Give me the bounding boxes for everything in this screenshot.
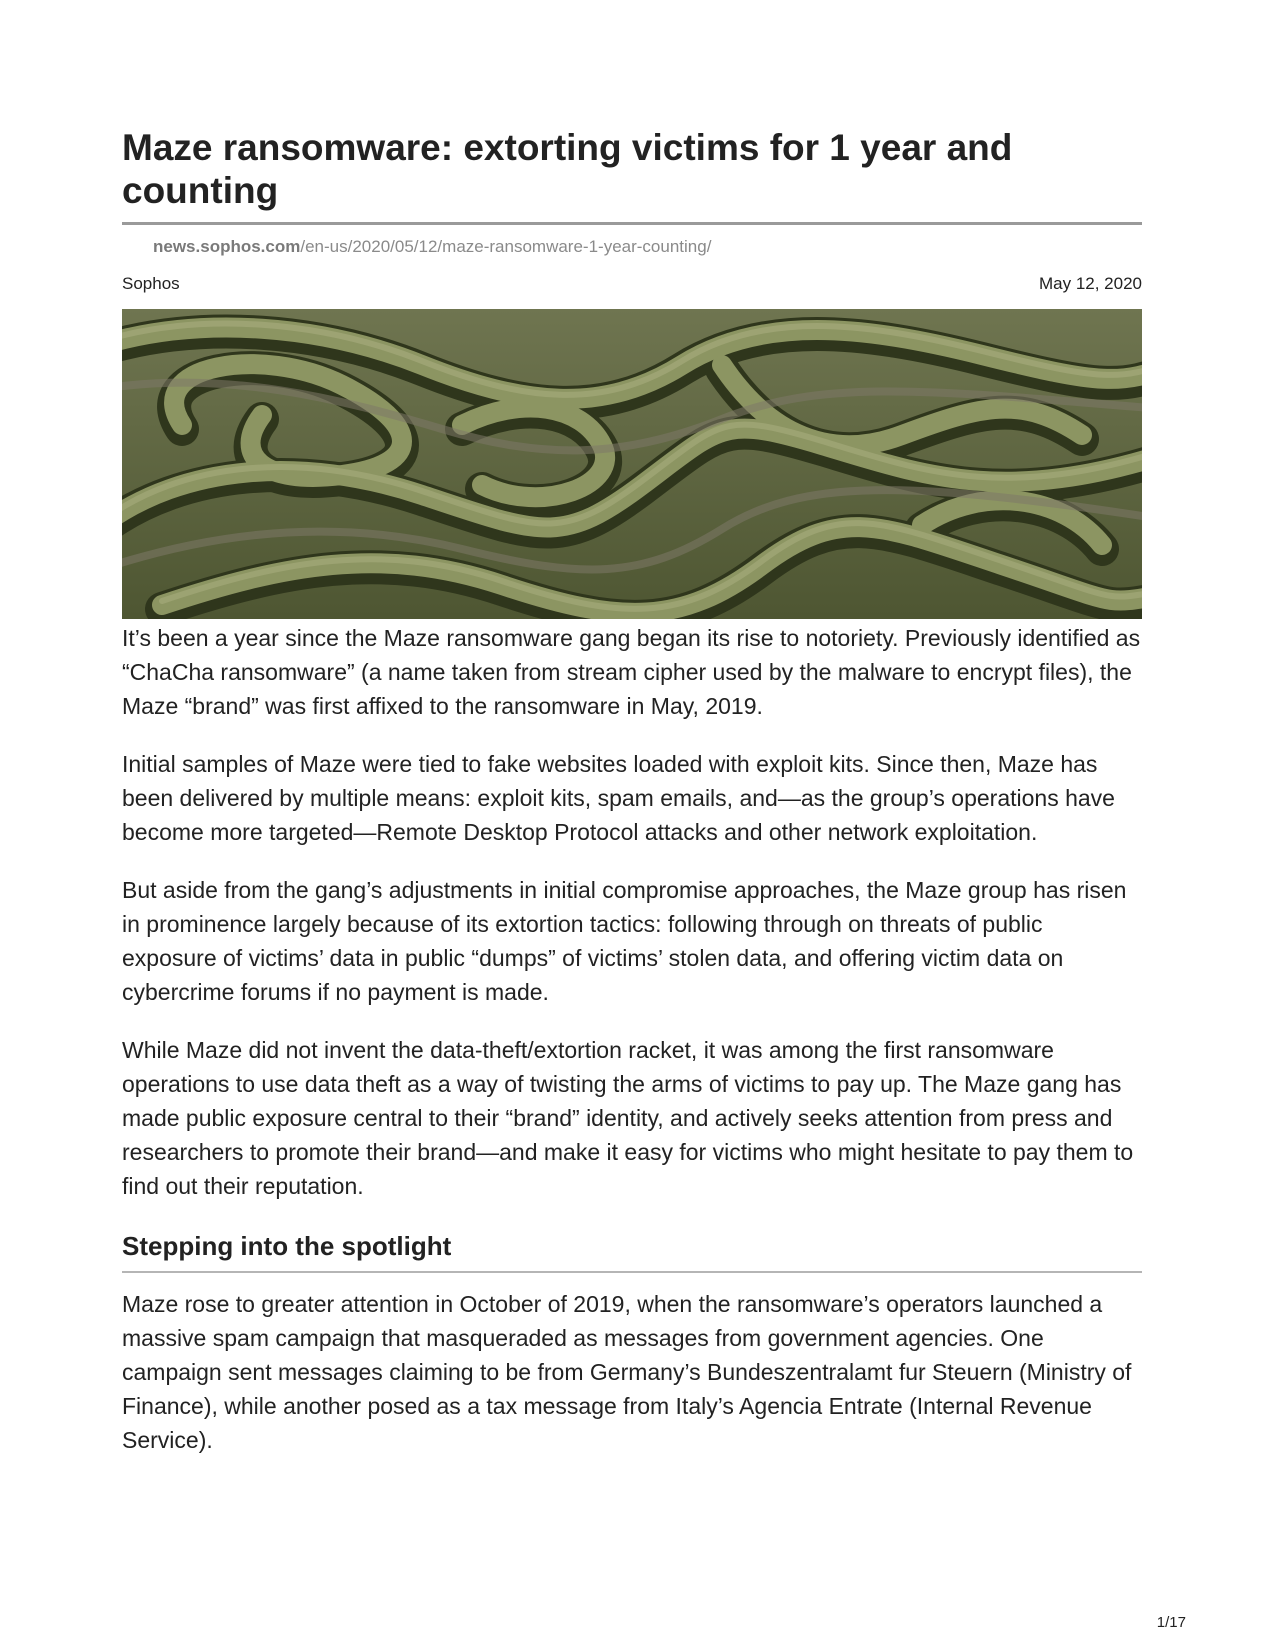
paragraph: Maze rose to greater attention in October of 2019, when the ransomware’s operators launched a massive spam campaign that masqueraded as messages from government agencies. One campaign sent messages claiming to be from Germany’s Bundeszentralamt fur Steuern (Ministry of Finance), while another posed as a tax message from Italy’s Agencia Entrate (Internal Revenue Service). (122, 1291, 1132, 1453)
section-heading: Stepping into the spotlight (122, 1229, 1142, 1273)
author: Sophos (122, 274, 180, 293)
page-number: 1/17 (1156, 1614, 1186, 1631)
paragraph: It’s been a year since the Maze ransomware gang began its rise to notoriety. Previously identified as “ChaCha ransomware” (a name taken from stream cipher used by the malware to encrypt files), the Maze “brand” was first affixed to the ransomware in May, 2019. (122, 625, 1141, 719)
source-url[interactable] (122, 237, 1142, 257)
article-meta (122, 273, 1142, 295)
paragraph: But aside from the gang’s adjustments in initial compromise approaches, the Maze group has risen in prominence largely because of its extortion tactics: following through on threats of public exposure of victims’ data in public “dumps” of victims’ stolen data, and offering victim data on cybercrime forums if no payment is made. (122, 877, 1127, 1005)
source-path[interactable]: /en-us/2020/05/12/maze-ransomware-1-year-counting/ (300, 237, 712, 256)
hedge-maze-photo-icon (122, 309, 1142, 619)
publish-date: May 12, 2020 (1038, 274, 1142, 293)
source-domain[interactable]: news.sophos.com (153, 237, 301, 256)
paragraph: While Maze did not invent the data-theft/extortion racket, it was among the first ransomware operations to use data theft as a way of twisting the arms of victims to pay up. The Maze gang has made public exposure central to their “brand” identity, and actively seeks attention from press and researchers to promote their brand—and make it easy for victims who might hesitate to pay them to find out their reputation. (122, 1037, 1134, 1199)
article (122, 126, 1142, 1457)
paragraph: Initial samples of Maze were tied to fake websites loaded with exploit kits. Since then, Maze has been delivered by multiple means: exploit kits, spam emails, and—as the group’s operations have become more targeted—Remote Desktop Protocol attacks and other network exploitation. (122, 751, 1115, 845)
hero-image (122, 309, 1142, 619)
article-title: Maze ransomware: extorting victims for 1 year and counting (122, 126, 1142, 225)
